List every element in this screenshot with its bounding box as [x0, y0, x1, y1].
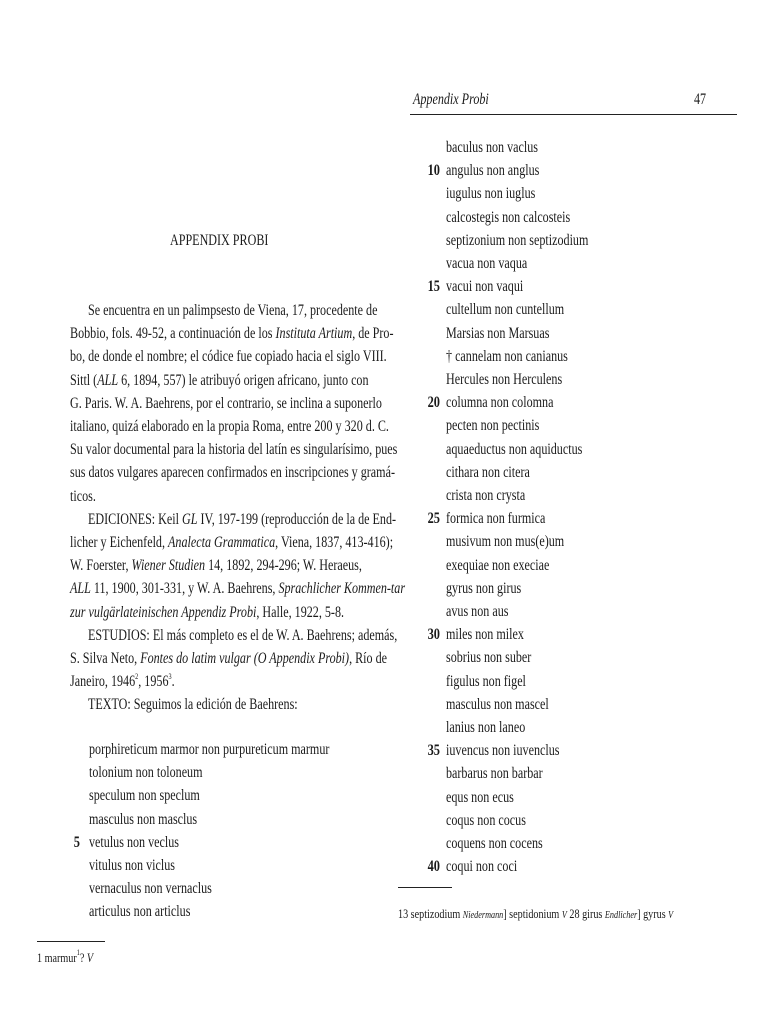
list-item: aquaeductus non aquiductus [446, 440, 583, 458]
text-segment: , Río de [349, 650, 388, 667]
list-item: vitulus non viclus [89, 857, 175, 874]
text-segment: , Halle, 1922, 5-8. [256, 603, 345, 621]
text-segment: Wiener Studien [131, 557, 206, 575]
text-segment: Janeiro, 1946 [70, 673, 136, 691]
running-title: Appendix Probi [413, 91, 489, 108]
list-item: calcostegis non calcosteis [446, 208, 571, 226]
text-segment: 11, 1900, 301-331, y W. A. Baehrens, [90, 580, 279, 598]
list-item: vernaculus non vernaclus [89, 880, 212, 898]
list-item: angulus non anglus [446, 162, 540, 180]
list-item: † cannelam non canianus [446, 347, 568, 365]
list-item: equs non ecus [446, 788, 514, 806]
text-line [88, 696, 298, 714]
list-item: vetulus non veclus [89, 833, 179, 851]
line-number: 5 [73, 833, 80, 851]
text-line [70, 580, 405, 598]
text-segment: 14, 1892, 294-296; W. Heraeus, [205, 557, 362, 575]
text-segment: bo, de donde el nombre; el códice fue copiado hacia el siglo VIII. [70, 348, 387, 366]
text-segment: italiano, quizá elaborado en la propia Roma, entre 200 y 320 d. C. [70, 418, 389, 435]
text-segment: Bobbio, fols. 49-52, a continuación de los [70, 325, 276, 343]
list-item: formica non furmica [446, 510, 546, 528]
text-line [70, 395, 382, 413]
text-segment: zur vulgärlateinischen Appendiz Probi [70, 603, 257, 621]
list-item: tolonium non toloneum [89, 764, 203, 782]
superscript: 1 [76, 948, 80, 957]
list-item: musivum non mus(e)um [446, 533, 565, 551]
text-segment: S. Silva Neto, [70, 650, 141, 667]
list-item: pecten non pectinis [446, 417, 540, 435]
header-rule [410, 114, 737, 115]
list-item: iuvencus non iuvenclus [446, 742, 560, 760]
list-item: barbarus non barbar [446, 765, 543, 783]
list-item: figulus non figel [446, 672, 526, 690]
list-item: Marsias non Marsuas [446, 324, 550, 342]
text-line [70, 325, 394, 343]
footnote-rule-right [398, 887, 452, 888]
list-item: cithara non citera [446, 463, 530, 481]
list-item: avus non aus [446, 603, 509, 620]
text-segment: ] gyrus [637, 906, 669, 921]
text-line [70, 372, 369, 390]
text-segment: GL [182, 510, 198, 528]
page-number: 47 [694, 91, 707, 108]
text-line [70, 673, 175, 691]
list-item: speculum non speclum [89, 787, 200, 805]
text-segment: , Viena, 1837, 413-416); [275, 534, 394, 551]
text-segment: 1 marmur [37, 950, 77, 965]
list-item: gyrus non girus [446, 579, 522, 597]
text-segment: V [86, 950, 94, 965]
text-segment: W. Foerster, [70, 557, 132, 575]
text-line [70, 534, 393, 552]
text-line [70, 650, 387, 668]
text-line [70, 464, 395, 482]
text-segment: Niedermann [462, 910, 504, 921]
list-item: Hercules non Herculens [446, 371, 563, 388]
text-segment: G. Paris. W. A. Baehrens, por el contrario, se inclina a suponerlo [70, 394, 382, 412]
text-line [88, 302, 377, 320]
text-line [70, 557, 362, 575]
list-item: vacui non vaqui [446, 278, 524, 296]
text-line [70, 488, 96, 506]
text-line [88, 627, 397, 645]
text-segment: Fontes do latim vulgar (O Appendix Probi) [140, 650, 350, 667]
text-segment: V [668, 910, 674, 921]
footnote-rule-left [37, 941, 105, 942]
text-line [88, 511, 396, 529]
list-item: septizonium non septizodium [446, 231, 589, 249]
text-segment: 28 girus [566, 906, 605, 921]
text-segment: 6, 1894, 557) le atribuyó origen africano, junto con [118, 371, 369, 389]
text-segment: , 1956 [138, 673, 169, 691]
list-item: masculus non masclus [89, 810, 198, 828]
text-segment: ] septidonium [503, 906, 562, 921]
superscript: 3 [168, 672, 172, 682]
line-number: 25 [427, 510, 440, 528]
list-item: coqui non coci [446, 858, 518, 876]
text-segment: Instituta Artium [275, 325, 353, 343]
line-number: 40 [427, 858, 440, 876]
line-number: 10 [427, 162, 440, 180]
text-line [398, 905, 673, 925]
list-item: cultellum non cuntellum [446, 301, 565, 319]
line-number: 35 [427, 742, 440, 760]
list-item: porphireticum marmor non purpureticum marmur [89, 741, 330, 758]
section-title: APPENDIX PROBI [170, 232, 269, 249]
text-segment: ? [79, 950, 87, 965]
line-number: 20 [427, 394, 440, 412]
list-item: vacua non vaqua [446, 255, 528, 272]
text-segment: V [561, 910, 567, 921]
text-segment: Endlicher [604, 910, 638, 921]
text-segment: Sprachlicher Kommen-tar [278, 580, 406, 598]
text-line [70, 348, 387, 366]
text-segment: Analecta Grammatica [168, 534, 276, 551]
text-segment: ticos. [70, 487, 96, 505]
superscript: 2 [135, 672, 139, 682]
list-item: articulus non articlus [89, 903, 191, 921]
text-segment: Sittl ( [70, 371, 98, 389]
list-item: miles non milex [446, 626, 524, 644]
list-item: coquens non cocens [446, 835, 543, 852]
list-item: coqus non cocus [446, 811, 526, 829]
text-segment: 13 septizodium [398, 906, 463, 921]
text-line [70, 604, 344, 622]
list-item: masculus non mascel [446, 695, 549, 713]
text-segment: ALL [97, 371, 119, 389]
text-segment: , de Pro- [352, 325, 394, 343]
text-segment: sus datos vulgares aparecen confirmados en inscripciones y gramá- [70, 464, 395, 482]
list-item: lanius non laneo [446, 719, 526, 736]
list-item: crista non crysta [446, 487, 526, 504]
list-item: baculus non vaclus [446, 139, 539, 156]
list-item: exequiae non execiae [446, 556, 550, 574]
text-segment: Se encuentra en un palimpsesto de Viena, 17, procedente de [88, 302, 378, 319]
text-line [37, 949, 93, 967]
text-line [70, 441, 397, 459]
text-segment: IV, 197-199 (reproducción de la de End- [197, 510, 397, 528]
text-segment: licher y Eichenfeld, [70, 534, 169, 551]
line-number: 30 [427, 626, 440, 644]
line-number: 15 [427, 278, 440, 296]
list-item: sobrius non suber [446, 649, 532, 667]
text-segment: Su valor documental para la historia del latín es singularísimo, pues [70, 441, 398, 459]
text-segment: . [171, 673, 175, 691]
list-item: columna non colomna [446, 394, 554, 412]
list-item: iugulus non iuglus [446, 185, 536, 203]
text-segment: TEXTO: Seguimos la edición de Baehrens: [88, 696, 298, 714]
text-segment: ALL [70, 580, 91, 598]
text-segment: EDICIONES: Keil [88, 510, 183, 528]
text-line [70, 418, 389, 436]
text-segment: ESTUDIOS: El más completo es el de W. A. Baehrens; además, [88, 626, 398, 644]
